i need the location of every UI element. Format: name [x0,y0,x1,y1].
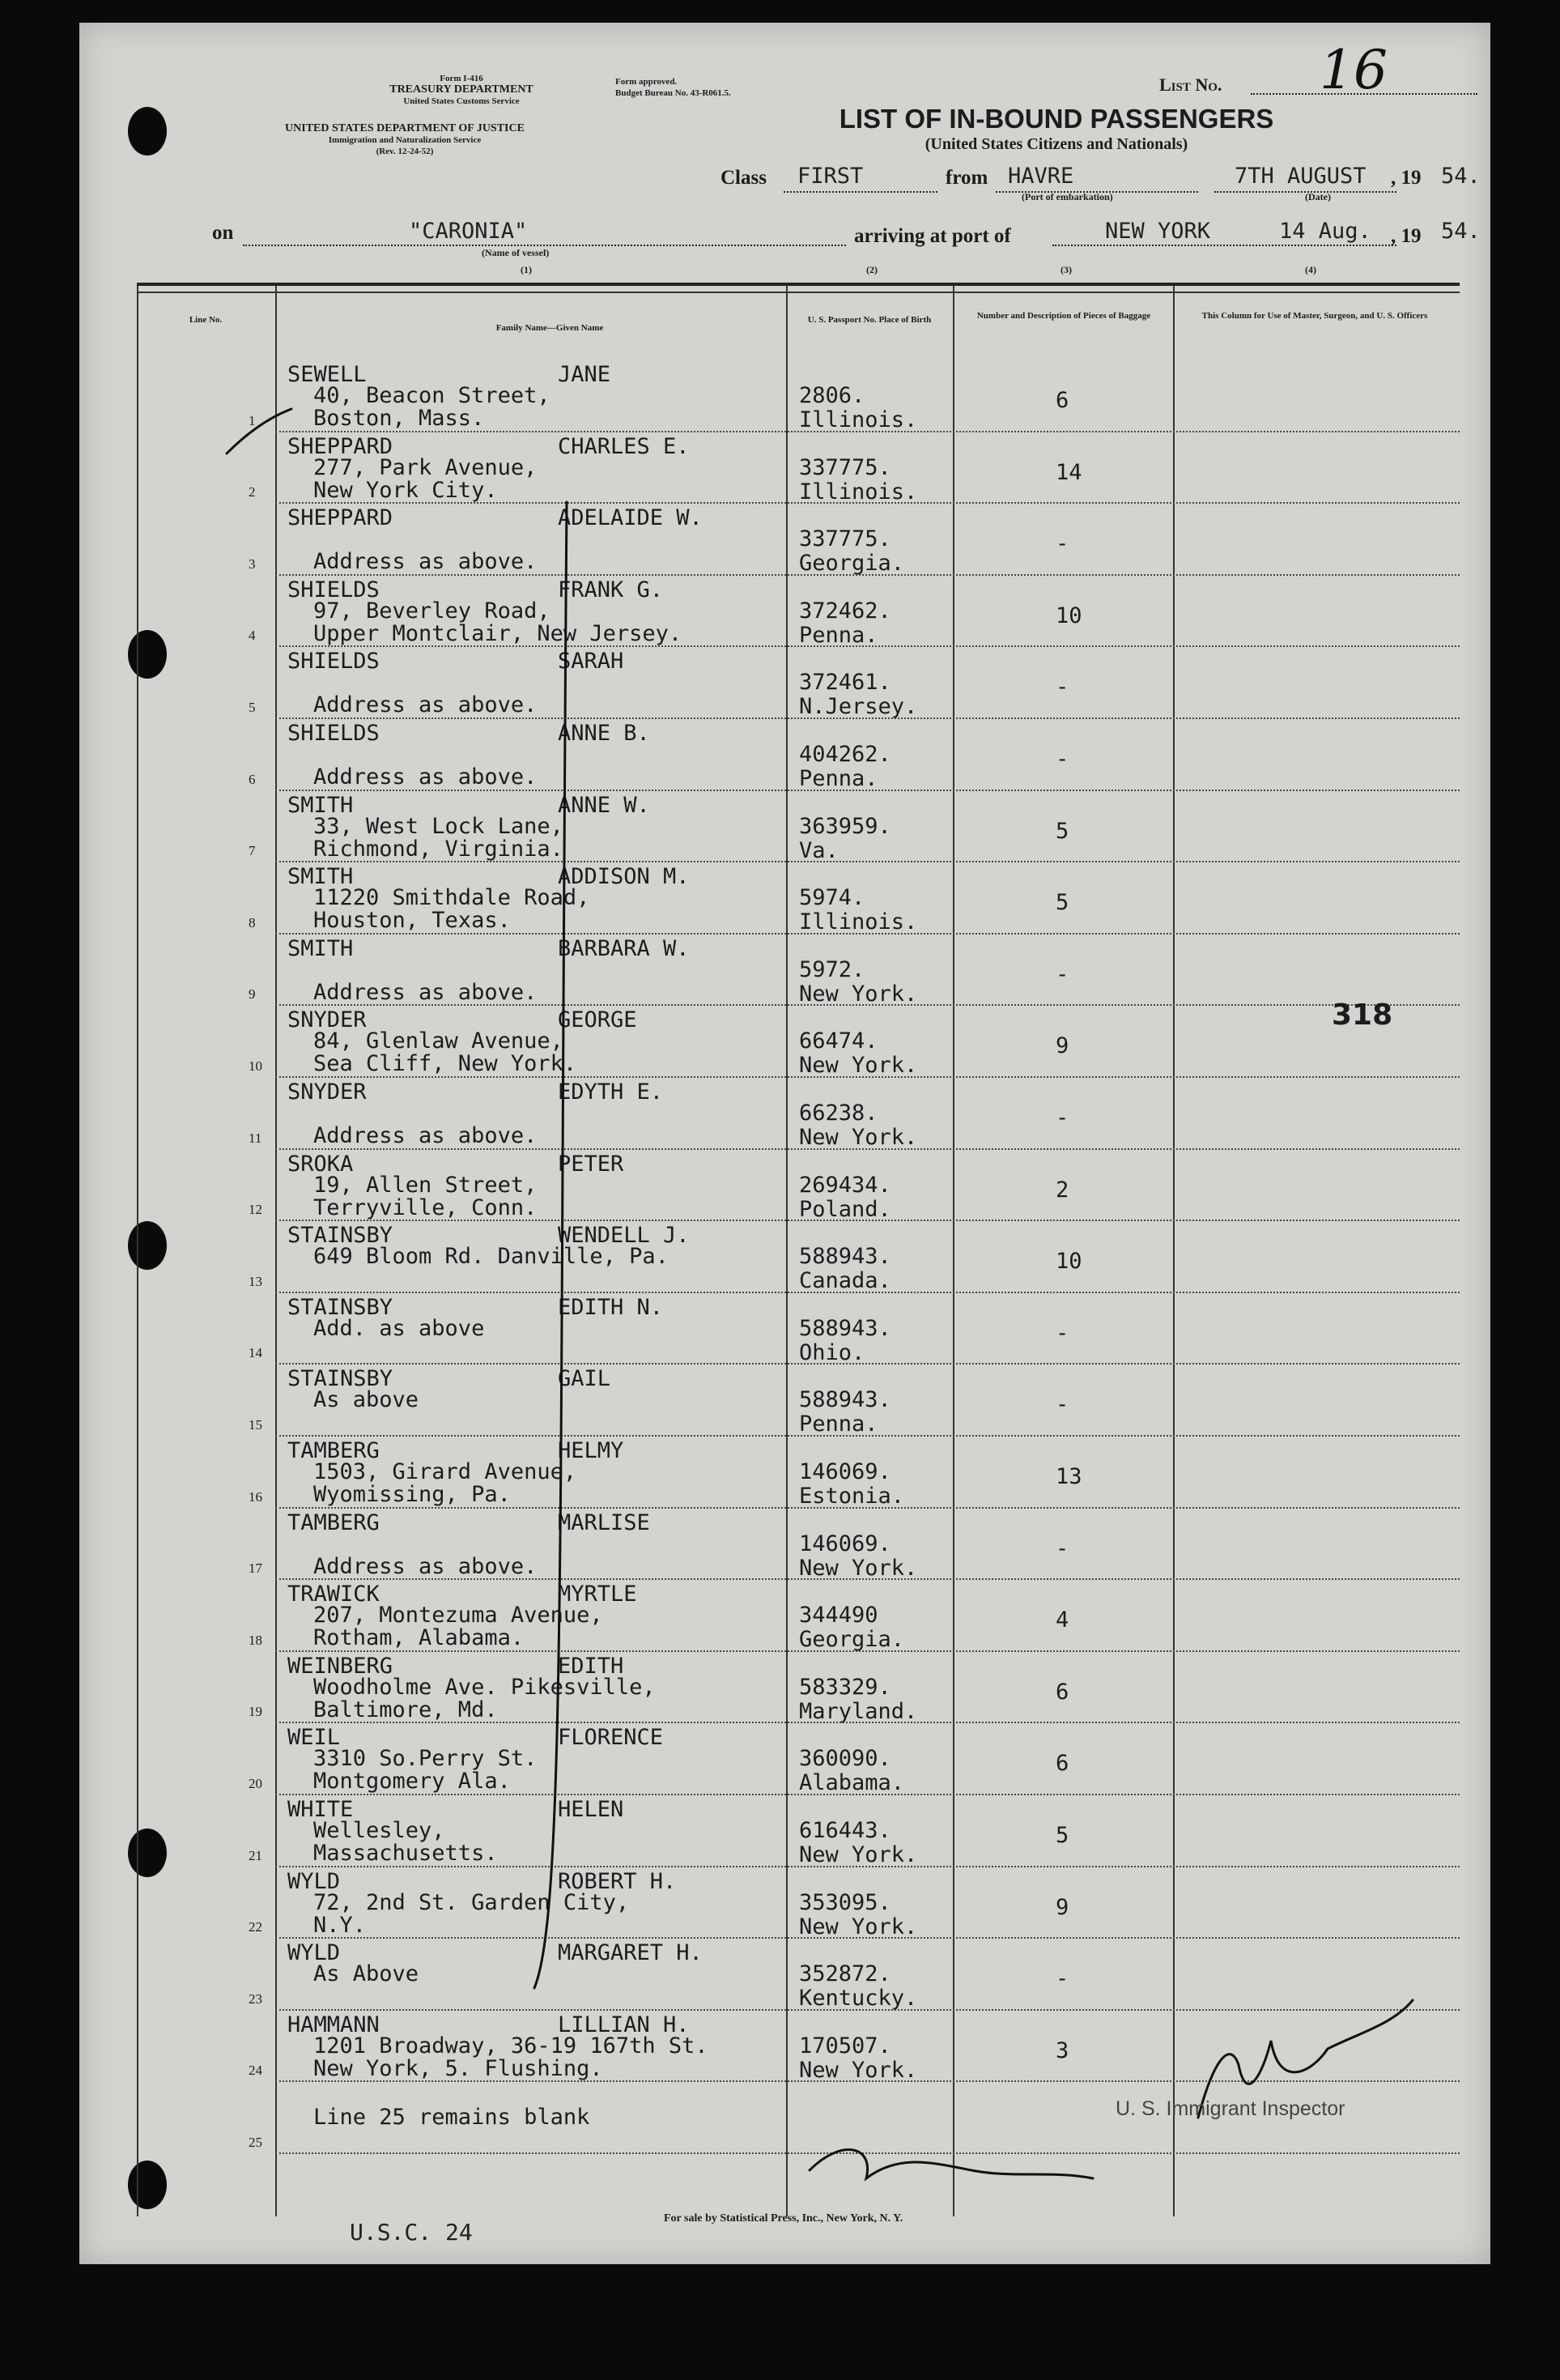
col-head-baggage: Number and Description of Pieces of Baggage [976,311,1151,321]
address-line-2: Richmond, Virginia. [313,836,563,862]
baggage-count: 14 [1056,459,1082,485]
address-line-2: New York, 5. Flushing. [313,2055,603,2081]
page-title: LIST OF IN-BOUND PASSENGERS [839,104,1274,134]
passport-number: 269434. [799,1172,891,1198]
address-line-2: N.Y. [313,1912,367,1938]
given-name: EDYTH E. [558,1079,664,1105]
footer-usc: U.S.C. 24 [350,2219,473,2246]
address-line-2: Boston, Mass. [313,406,485,431]
line-number: 8 [249,914,256,930]
line-number: 24 [249,2063,262,2079]
line-number: 9 [249,986,256,1003]
form-approved: Form approved. [615,77,678,87]
place-of-birth: Illinois. [799,407,918,432]
check-mark-stroke [534,502,567,1988]
place-of-birth: New York. [799,1125,918,1150]
family-name: WYLD [287,1940,341,1966]
line-number: 15 [249,1416,262,1433]
address-line-2: Address as above. [313,764,538,790]
address-line-1: 1503, Girard Avenue, [313,1459,577,1484]
passport-number: 588943. [799,1387,891,1413]
line-number: 4 [249,628,256,644]
line-number: 6 [249,771,256,787]
given-name: LILLIAN H. [558,2012,690,2037]
line-number: 18 [249,1632,262,1648]
place-of-birth: New York. [799,1555,918,1581]
line-number: 13 [249,1273,262,1289]
passport-number: 352872. [799,1961,891,1987]
passport-number: 588943. [799,1244,891,1270]
baggage-count: 4 [1056,1607,1069,1633]
line-number: 17 [249,1560,262,1577]
line-number: 5 [249,699,256,715]
family-name: WHITE [287,1797,354,1822]
baggage-count: - [1056,531,1069,557]
line-number: 11 [249,1130,262,1146]
address-line-1: Woodholme Ave. Pikesville, [313,1674,656,1700]
address-line-1: Wellesley, [313,1818,445,1843]
address-line-1: 84, Glenlaw Avenue, [313,1028,563,1054]
passport-number: 583329. [799,1674,891,1700]
place-of-birth: New York. [799,981,918,1007]
given-name: MARGARET H. [558,1940,703,1966]
place-of-birth: Alabama. [799,1770,905,1796]
vessel-name: "CARONIA" [409,219,528,244]
from-label: from [946,167,988,189]
family-name: SNYDER [287,1007,367,1033]
passport-number: 372462. [799,598,891,624]
arrival-port: NEW YORK [1105,219,1211,244]
page-subtitle: (United States Citizens and Nationals) [925,135,1188,153]
family-name: STAINSBY [287,1223,393,1249]
address-line-2: Houston, Texas. [313,908,511,934]
line-number: 16 [249,1488,262,1505]
place-of-birth: Poland. [799,1196,891,1222]
address-line-2: Address as above. [313,1553,538,1579]
on-label: on [212,222,234,244]
address-line-1: 72, 2nd St. Garden City, [313,1889,630,1915]
address-line-1: 11220 Smithdale Road, [313,885,590,911]
baggage-count: 5 [1056,890,1069,916]
date-caption: (Date) [1305,191,1331,202]
address-line-1: 97, Beverley Road, [313,598,550,624]
passport-number: 372461. [799,670,891,696]
baggage-count: 2 [1056,1177,1069,1203]
place-of-birth: Georgia. [799,1627,905,1653]
given-name: JANE [558,362,611,387]
place-of-birth: Kentucky. [799,1986,918,2012]
given-name: ROBERT H. [558,1868,677,1894]
footer-printer: For sale by Statistical Press, Inc., New York, N. Y. [664,2212,903,2225]
passport-number: 66474. [799,1028,878,1054]
given-name: SARAH [558,649,624,675]
address-line-1: 3310 So.Perry St. [313,1746,538,1772]
family-name: SHEPPARD [287,505,393,531]
baggage-count: - [1056,1105,1069,1130]
address-line-2: Massachusetts. [313,1841,498,1866]
justice-dept: UNITED STATES DEPARTMENT OF JUSTICE [285,122,525,134]
address-line-2: Sea Cliff, New York. [313,1051,577,1077]
baggage-count: 6 [1056,1679,1069,1705]
place-of-birth: Illinois. [799,479,918,505]
line-number: 10 [249,1058,262,1074]
budget-bureau: Budget Bureau No. 43-R061.5. [615,88,731,98]
place-of-birth: Georgia. [799,551,905,577]
customs-service: United States Customs Service [403,96,520,106]
baggage-count: 9 [1056,1894,1069,1920]
baggage-count: 10 [1056,602,1082,628]
baggage-count: - [1056,675,1069,700]
passport-number: 353095. [799,1889,891,1915]
check-mark-stroke [227,409,291,453]
given-name: HELMY [558,1438,624,1463]
line-number: 23 [249,1990,262,2007]
embark-year: 54. [1441,164,1481,189]
address-line-1: 277, Park Avenue, [313,454,538,480]
baggage-count: - [1056,747,1069,772]
given-name: MARLISE [558,1509,650,1535]
address-line-1: Add. as above [313,1315,485,1341]
year-prefix: , 19 [1391,167,1422,189]
given-name: ANNE W. [558,792,650,818]
family-name: SHIELDS [287,721,380,746]
family-name: SEWELL [287,362,367,387]
baggage-count: 3 [1056,2037,1069,2063]
class-label: Class [720,167,767,189]
family-name: SNYDER [287,1079,367,1105]
given-name: GEORGE [558,1007,637,1033]
passport-number: 146069. [799,1459,891,1484]
address-line-1: As Above [313,1961,419,1987]
address-line-1: 649 Bloom Rd. Danville, Pa. [313,1244,669,1270]
passport-number: 337775. [799,526,891,552]
given-name: WENDELL J. [558,1223,690,1249]
family-name: HAMMANN [287,2012,380,2037]
place-of-birth: New York. [799,1842,918,1867]
family-name: WEINBERG [287,1653,393,1679]
port-caption: (Port of embarkation) [1022,191,1113,202]
ins-service: Immigration and Naturalization Service [328,135,482,145]
list-no-label: List No. [1159,75,1222,95]
place-of-birth: N.Jersey. [799,694,918,720]
family-name: SROKA [287,1151,354,1177]
family-name: STAINSBY [287,1294,393,1320]
passport-number: 2806. [799,383,865,408]
baggage-count: 6 [1056,388,1069,413]
family-name: TAMBERG [287,1509,380,1535]
family-name: SMITH [287,792,354,818]
family-name: WYLD [287,1868,341,1894]
baggage-count: - [1056,1320,1069,1346]
baggage-count: - [1056,1966,1069,1992]
passport-number: 404262. [799,742,891,767]
passport-number: 337775. [799,454,891,480]
officer-note: 318 [1332,998,1393,1032]
line-number: 2 [249,484,256,500]
revision: (Rev. 12-24-52) [376,147,434,156]
port-of-embarkation: HAVRE [1008,164,1074,189]
class-value: FIRST [797,164,864,189]
place-of-birth: Canada. [799,1268,891,1294]
baggage-count: 13 [1056,1464,1082,1489]
address-line-2: Address as above. [313,979,538,1005]
col-index-4: (4) [1305,264,1316,275]
line-number: 22 [249,1919,262,1935]
family-name: TRAWICK [287,1582,380,1607]
line-number: 3 [249,556,256,572]
passport-number: 344490 [799,1603,878,1629]
family-name: SHEPPARD [287,433,393,459]
given-name: ADELAIDE W. [558,505,703,531]
given-name: GAIL [558,1366,611,1392]
family-name: TAMBERG [287,1438,380,1463]
place-of-birth: Penna. [799,1411,878,1437]
given-name: PETER [558,1151,624,1177]
place-of-birth: New York. [799,1914,918,1939]
place-of-birth: New York. [799,1053,918,1079]
line-number: 7 [249,843,256,859]
address-line-2: Wyomissing, Pa. [313,1482,511,1507]
address-line-2: Upper Montclair, New Jersey. [313,620,682,646]
passport-number: 146069. [799,1531,891,1556]
inspector-caption: U. S. Immigrant Inspector [1116,2097,1345,2120]
place-of-birth: Estonia. [799,1484,905,1509]
given-name: EDITH [558,1653,624,1679]
address-line-2: New York City. [313,477,498,503]
arrival-date: 14 Aug. [1279,219,1371,244]
line-number: 21 [249,1847,262,1863]
place-of-birth: New York. [799,2057,918,2083]
family-name: SMITH [287,935,354,961]
given-name: ADDISON M. [558,864,690,890]
line-number: 19 [249,1704,262,1720]
col-head-line: Line No. [189,315,223,325]
baggage-count: 5 [1056,818,1069,844]
address-line-2: Address as above. [313,692,538,718]
given-name: MYRTLE [558,1582,637,1607]
family-name: SMITH [287,864,354,890]
given-name: HELEN [558,1797,624,1822]
treasury-dept: TREASURY DEPARTMENT [389,83,533,96]
passport-number: 5974. [799,885,865,911]
col-index-2: (2) [866,264,878,275]
passport-number: 66238. [799,1101,878,1126]
officer-signature [810,2150,1093,2178]
place-of-birth: Illinois. [799,909,918,935]
family-name: SHIELDS [287,649,380,675]
arrival-year: 54. [1441,219,1481,244]
address-line-2: Baltimore, Md. [313,1697,498,1722]
address-line-1: 33, West Lock Lane, [313,813,563,839]
vessel-caption: (Name of vessel) [482,247,550,258]
col-head-name: Family Name—Given Name [495,323,604,333]
line-number: 1 [249,412,256,428]
given-name: BARBARA W. [558,935,690,961]
list-no-value: 16 [1320,39,1388,101]
family-name: WEIL [287,1725,341,1751]
baggage-count: 5 [1056,1823,1069,1848]
place-of-birth: Ohio. [799,1339,865,1365]
place-of-birth: Maryland. [799,1698,918,1724]
col-index-1: (1) [521,264,532,275]
address-line-2: Rotham, Alabama. [313,1625,525,1651]
given-name: FLORENCE [558,1725,664,1751]
given-name: EDITH N. [558,1294,664,1320]
address-line-2: Address as above. [313,1123,538,1148]
baggage-count: - [1056,1535,1069,1561]
baggage-count: 9 [1056,1033,1069,1059]
baggage-count: - [1056,1392,1069,1418]
place-of-birth: Penna. [799,766,878,791]
address-line-1: As above [313,1387,419,1413]
embark-date: 7TH AUGUST [1235,164,1367,189]
family-name: STAINSBY [287,1366,393,1392]
col-index-3: (3) [1061,264,1072,275]
given-name: ANNE B. [558,721,650,746]
line-number: 12 [249,1202,262,1218]
given-name: FRANK G. [558,577,664,602]
col-head-officers: This Column for Use of Master, Surgeon, and U. S. Officers [1201,311,1428,321]
address-line-2: Montgomery Ala. [313,1769,511,1795]
arrival-year-prefix: , 19 [1391,225,1422,247]
line-number: 20 [249,1775,262,1791]
given-name: CHARLES E. [558,433,690,459]
address-line-1: 1201 Broadway, 36-19 167th St. [313,2033,708,2059]
col-head-passport: U. S. Passport No. Place of Birth [807,315,932,325]
address-line-2: Address as above. [313,549,538,575]
address-line-1: 207, Montezuma Avenue, [313,1603,603,1629]
baggage-count: 6 [1056,1751,1069,1777]
place-of-birth: Va. [799,837,839,863]
address-line-2: Terryville, Conn. [313,1194,538,1220]
line-number: 14 [249,1345,262,1361]
passport-number: 588943. [799,1315,891,1341]
address-line-1: Line 25 remains blank [313,2105,590,2131]
line-number: 25 [249,2134,262,2150]
passport-number: 360090. [799,1746,891,1772]
passport-number: 363959. [799,813,891,839]
passport-number: 616443. [799,1818,891,1843]
family-name: SHIELDS [287,577,380,602]
passport-number: 5972. [799,956,865,982]
baggage-count: 10 [1056,1249,1082,1275]
address-line-1: 19, Allen Street, [313,1172,538,1198]
passport-number: 170507. [799,2033,891,2059]
arriving-label: arriving at port of [854,225,1011,247]
baggage-count: - [1056,961,1069,987]
form-id: Form I-416 [440,74,483,83]
address-line-1: 40, Beacon Street, [313,383,550,408]
place-of-birth: Penna. [799,622,878,648]
